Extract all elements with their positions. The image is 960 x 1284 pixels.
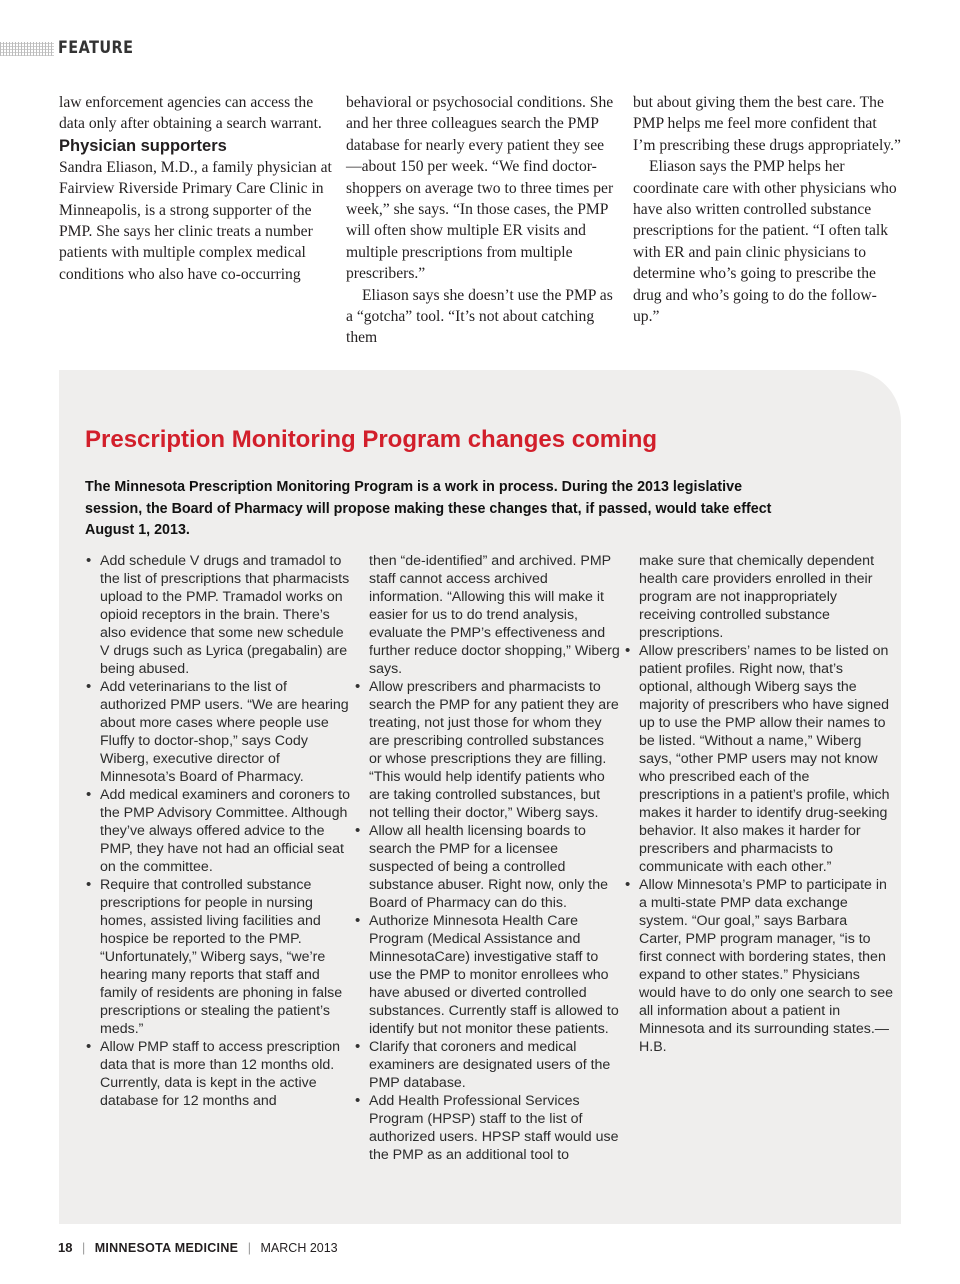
- sidebar-column-3: [625, 552, 893, 1056]
- article-paragraph: but about giving them the best care. The PMP helps me feel more confident that I’m prescribing these drugs appropriately.”: [633, 94, 901, 154]
- list-item: • Allow all health licensing boards to search the PMP for a licensee suspected of being a controlled substance abuser. Right now, only the Board of Pharmacy can do this.: [355, 822, 620, 912]
- page-footer: [58, 1240, 338, 1255]
- list-item: • Allow PMP staff to access prescription data that is more than 12 months old. Currently, data is kept in the active database for 12 months and: [86, 1038, 351, 1110]
- page-number: 18: [58, 1240, 73, 1255]
- sidebar-column-2: [355, 552, 620, 1164]
- list-item: • Add Health Professional Services Program (HPSP) staff to the list of authorized users. HPSP staff would use the PMP as an additional tool to: [355, 1092, 620, 1164]
- article-column-1: [59, 92, 334, 285]
- article-paragraph: Eliason says the PMP helps her coordinate care with other physicians who have also written controlled substance prescriptions for the patient. “I often talk with ER and pain clinic physicians to determine who’s going to prescribe the drug and who’s going to do the follow-up.”: [633, 158, 897, 326]
- list-item: • Authorize Minnesota Health Care Program (Medical Assistance and MinnesotaCare) investigative staff to use the PMP to monitor enrollees who have abused or diverted controlled substances. Currently staff is allowed to identify but not monitor these patients.: [355, 912, 620, 1038]
- sidebar-intro: The Minnesota Prescription Monitoring Program is a work in process. During the 2013 legislative session, the Board of Pharmacy will propose making these changes that, if passed, would take effect August 1, 2013.: [85, 479, 772, 539]
- list-item: • Clarify that coroners and medical examiners are designated users of the PMP database.: [355, 1038, 620, 1092]
- footer-separator: |: [81, 1241, 86, 1255]
- footer-separator: |: [247, 1241, 252, 1255]
- sidebar-title: Prescription Monitoring Program changes coming: [85, 426, 658, 453]
- article-subhead: Physician supporters: [59, 136, 227, 155]
- article-paragraph: Sandra Eliason, M.D., a family physician at Fairview Riverside Primary Care Clinic in Minneapolis, is a strong supporter of the PMP. She says her clinic treats a number patients with multiple complex medical conditions who also have co-occurring: [59, 158, 332, 283]
- list-item: • Allow Minnesota’s PMP to participate in a multi-state PMP data exchange system. “Our goal,” says Barbara Carter, PMP program manager, “is to first connect with bordering states, then expand to other states.” Physicians would have to do only one search to see all information about a patient in Minnesota and its surrounding states.—H.B.: [625, 876, 893, 1056]
- list-item: • Add medical examiners and coroners to the PMP Advisory Committee. Although they’ve always offered advice to the PMP, they have not had an official seat on the committee.: [86, 786, 351, 876]
- issue-date: MARCH 2013: [260, 1241, 338, 1255]
- header-pattern: [0, 42, 54, 56]
- article-paragraph: Eliason says she doesn’t use the PMP as a “gotcha” tool. “It’s not about catching them: [346, 286, 613, 347]
- magazine-name: MINNESOTA MEDICINE: [94, 1241, 239, 1255]
- list-item-continuation: make sure that chemically dependent health care providers enrolled in their program are not inappropriately receiving controlled substance prescriptions.: [639, 553, 875, 641]
- list-item: • Add schedule V drugs and tramadol to the list of prescriptions that pharmacists upload to the PMP. Tramadol works on opioid receptors in the brain. There’s also evidence that some new schedule V drugs such as Lyrica (pregabalin) are being abused.: [86, 552, 351, 678]
- article-column-3: [633, 92, 903, 327]
- section-header: [0, 36, 200, 62]
- article-paragraph: law enforcement agencies can access the data only after obtaining a search warrant.: [59, 94, 322, 133]
- section-label: FEATURE: [58, 38, 134, 58]
- list-item: • Add veterinarians to the list of authorized PMP users. “We are hearing about more cases where people use Fluffy to doctor-shop,” says Cody Wiberg, executive director of Minnesota’s Board of Pharmacy.: [86, 678, 351, 786]
- list-item: • Allow prescribers and pharmacists to search the PMP for any patient they are treating, not just those for whom they are prescribing controlled substances or whose prescriptions they are filling. “This would help identify patients who are taking controlled substances, but not telling their doctor,” Wiberg says.: [355, 678, 620, 822]
- list-item-continuation: then “de-identified” and archived. PMP staff cannot access archived information. “Allowing this will make it easier for us to do trend analysis, evaluate the PMP’s effectiveness and further reduce doctor shopping,” Wiberg says.: [369, 553, 620, 677]
- list-item: • Require that controlled substance prescriptions for people in nursing homes, assisted living facilities and hospice be reported to the PMP. “Unfortunately,” Wiberg says, “we’re hearing many reports that staff and family of residents are phoning in false prescriptions or stealing the patient’s meds.”: [86, 876, 351, 1038]
- sidebar-column-1: [86, 552, 351, 1110]
- article-paragraph: behavioral or psychosocial conditions. She and her three colleagues search the PMP database for nearly every patient they see—about 150 per week. “We find doctor-shoppers on average two to three times per week,” she says. “In those cases, the PMP will often show multiple ER visits and multiple prescriptions from multiple prescribers.”: [346, 94, 614, 283]
- article-column-2: [346, 92, 616, 349]
- sidebar-box: [59, 370, 901, 1224]
- list-item: • Allow prescribers’ names to be listed on patient profiles. Right now, that’s optional, although Wiberg says the majority of prescribers who have signed up to use the PMP allow their names to be listed. “Without a name,” Wiberg says, “other PMP users may not know who prescribed each of the prescriptions in a patient’s profile, which makes it harder to identify drug-seeking behavior. It also makes it harder for prescribers and pharmacists to communicate with each other.”: [625, 642, 893, 876]
